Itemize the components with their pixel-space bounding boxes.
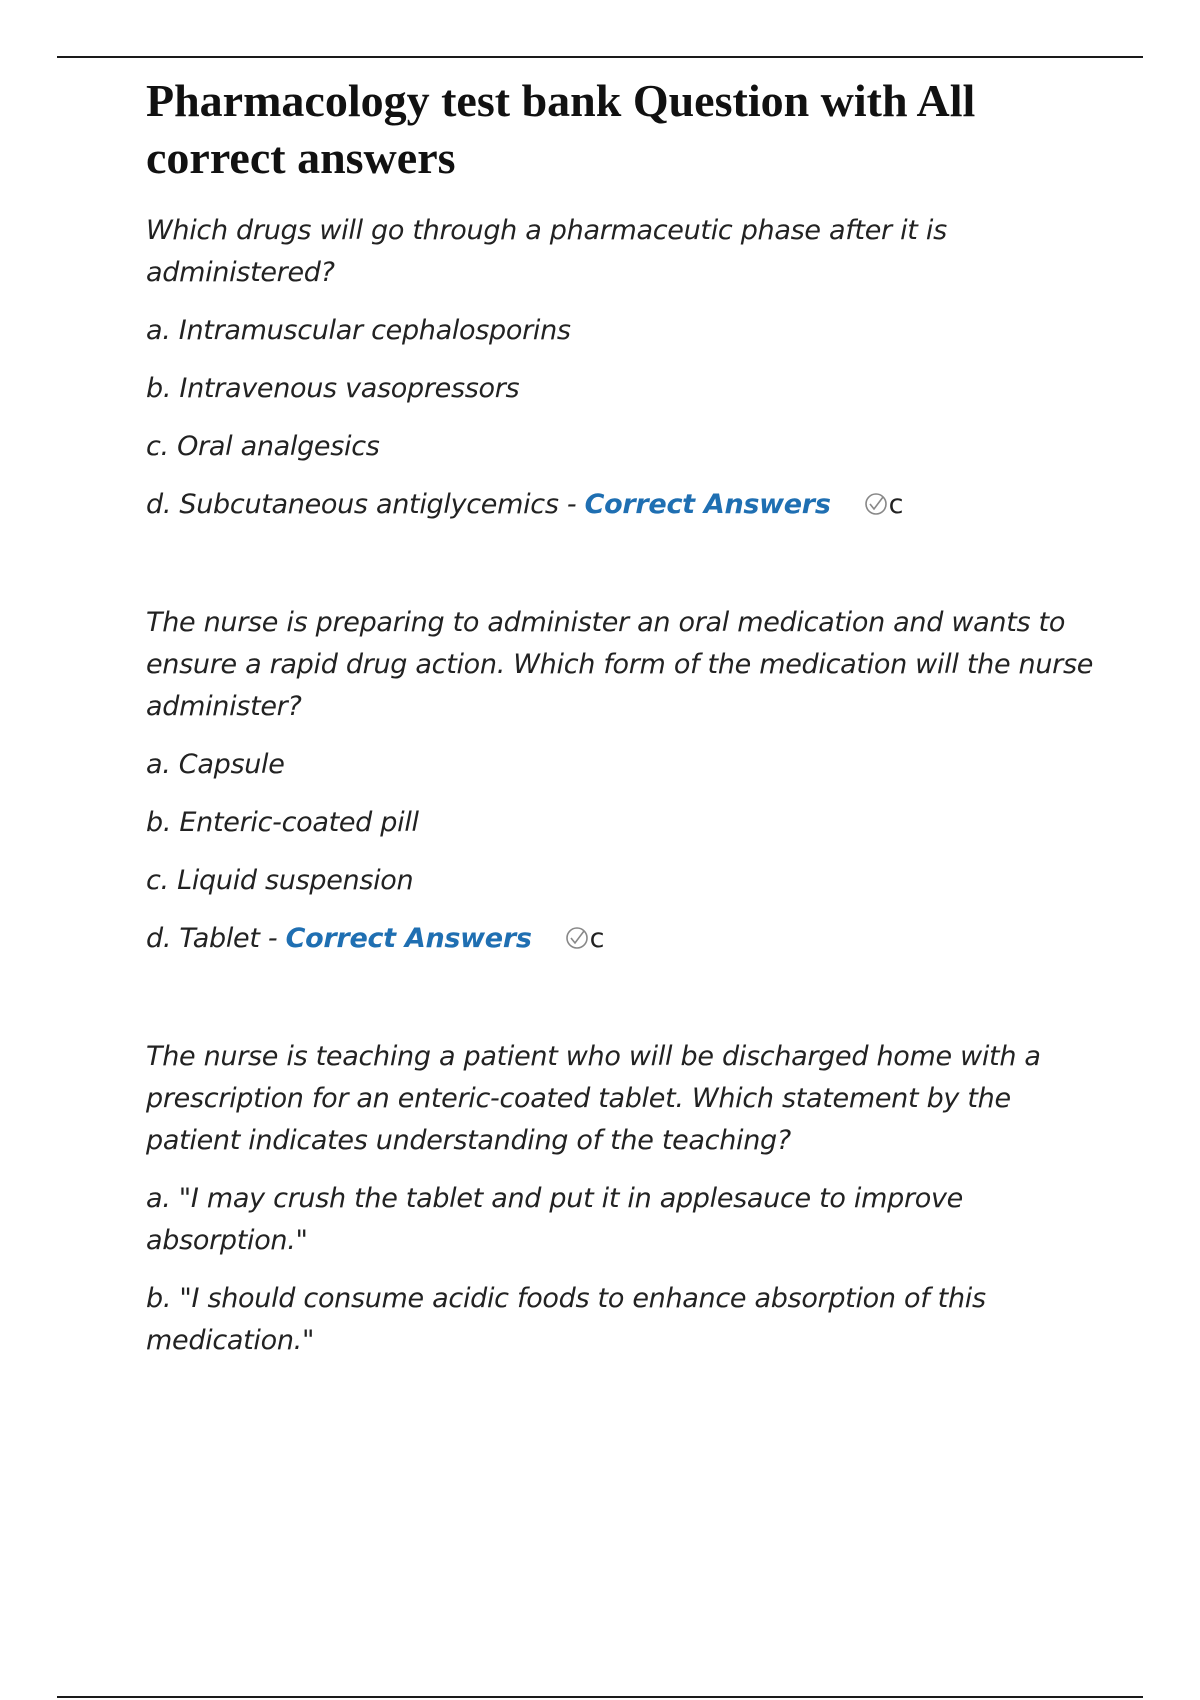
answer-value: c (888, 489, 904, 520)
bottom-rule (57, 1696, 1143, 1698)
option-b: b. Enteric-coated pill (146, 807, 419, 838)
checkmark-icon (564, 925, 590, 951)
option-a: a. Intramuscular cephalosporins (146, 315, 571, 346)
question-text: Which drugs will go through a pharmaceutic phase after it is administered? (146, 215, 947, 288)
option-c: c. Liquid suspension (146, 865, 414, 896)
option-b: b. "I should consume acidic foods to enhance absorption of this medication." (146, 1283, 986, 1356)
document-title: Pharmacology test bank Question with All correct answers (146, 75, 976, 183)
question-text: The nurse is preparing to administer an oral medication and wants to ensure a rapid drug action. Which form of the medication will the nurse administer? (146, 607, 1094, 722)
option-d: d. Subcutaneous antiglycemics - (146, 489, 585, 520)
spacer (146, 976, 1106, 1036)
checkmark-icon (863, 491, 889, 517)
option-d: d. Tablet - (146, 923, 286, 954)
answer-value: c (589, 923, 605, 954)
option-d-with-answer (146, 484, 1106, 526)
option-d-with-answer (146, 918, 1106, 960)
option-c: c. Oral analgesics (146, 431, 380, 462)
question-text: The nurse is teaching a patient who will be discharged home with a prescription for an enteric-coated tablet. Which statement by the patient indicates understanding of the teaching? (146, 1041, 1041, 1156)
question-3 (146, 1036, 1106, 1362)
spacer (146, 542, 1106, 602)
question-2 (146, 602, 1106, 960)
option-b: b. Intravenous vasopressors (146, 373, 520, 404)
top-rule (57, 56, 1143, 58)
correct-answers-link[interactable]: Correct Answers (584, 489, 831, 520)
option-a: a. "I may crush the tablet and put it in applesauce to improve absorption." (146, 1183, 963, 1256)
document-content (146, 72, 1106, 1378)
question-1 (146, 210, 1106, 526)
correct-answers-link[interactable]: Correct Answers (285, 923, 532, 954)
option-a: a. Capsule (146, 749, 285, 780)
